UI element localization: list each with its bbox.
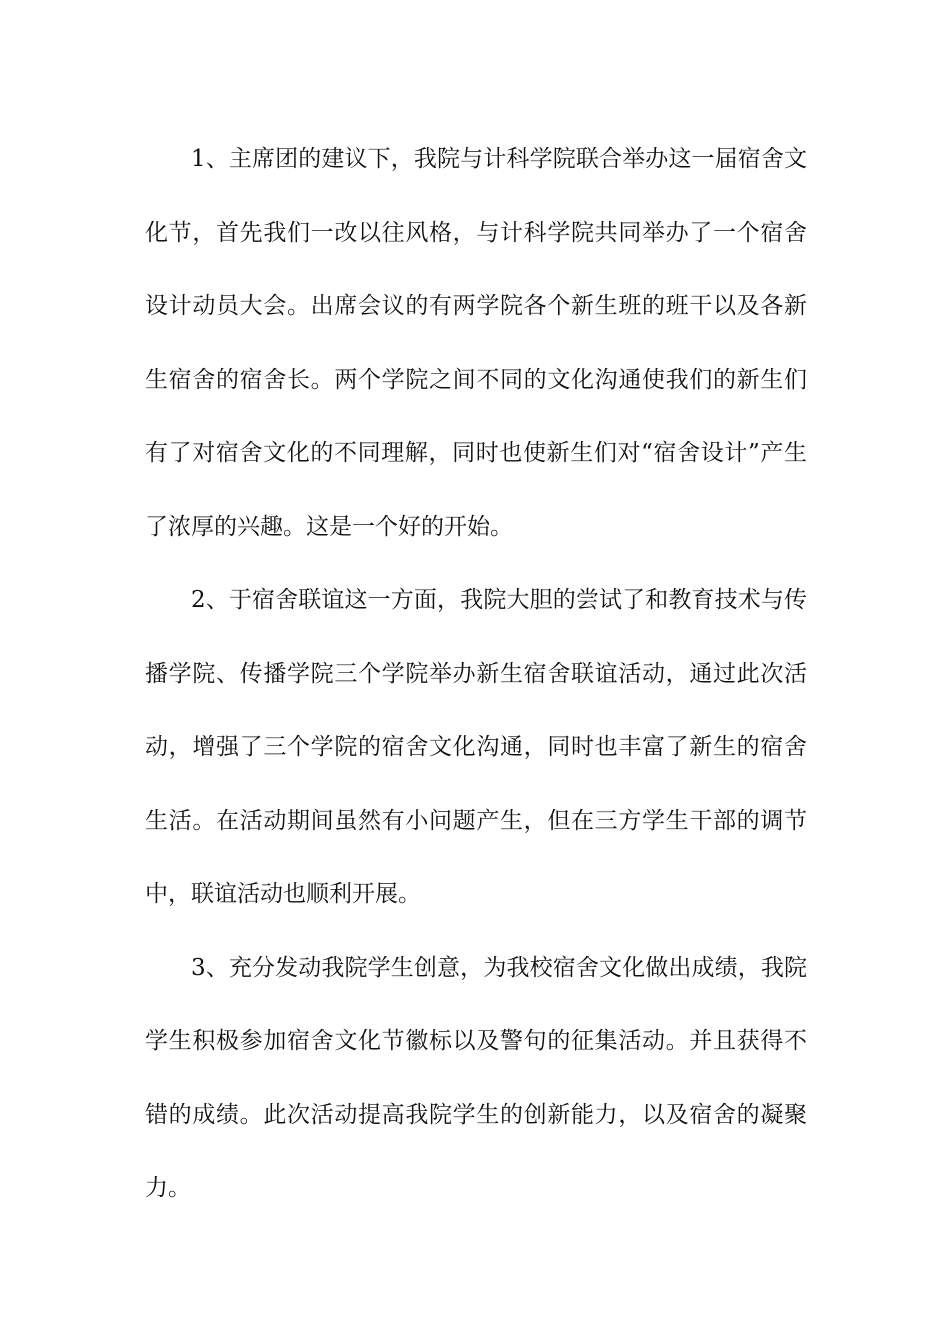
paragraph-3: 3、充分发动我院学生创意，为我校宿舍文化做出成绩，我院学生积极参加宿舍文化节徽标以及警句的征集活动。并且获得不错的成绩。此次活动提高我院学生的创新能力，以及宿舍的凝聚力。 <box>145 954 807 1201</box>
paragraph-1: 1、主席团的建议下，我院与计科学院联合举办这一届宿舍文化节，首先我们一改以往风格，与计科学院共同举办了一个宿舍设计动员大会。出席会议的有两学院各个新生班的班干以及各新生宿舍的宿舍长。两个学院之间不同的文化沟通使我们的新生们有了对宿舍文化的不同理解，同时也使新生们对“宿舍设计”产生了浓厚的兴趣。这是一个好的开始。 <box>145 146 807 540</box>
paragraph-2: 2、于宿舍联谊这一方面，我院大胆的尝试了和教育技术与传播学院、传播学院三个学院举办新生宿舍联谊活动，通过此次活动，增强了三个学院的宿舍文化沟通，同时也丰富了新生的宿舍生活。在活动期间虽然有小问题产生，但在三方学生干部的调节中，联谊活动也顺利开展。 <box>145 587 807 907</box>
document-body <box>145 123 807 1226</box>
